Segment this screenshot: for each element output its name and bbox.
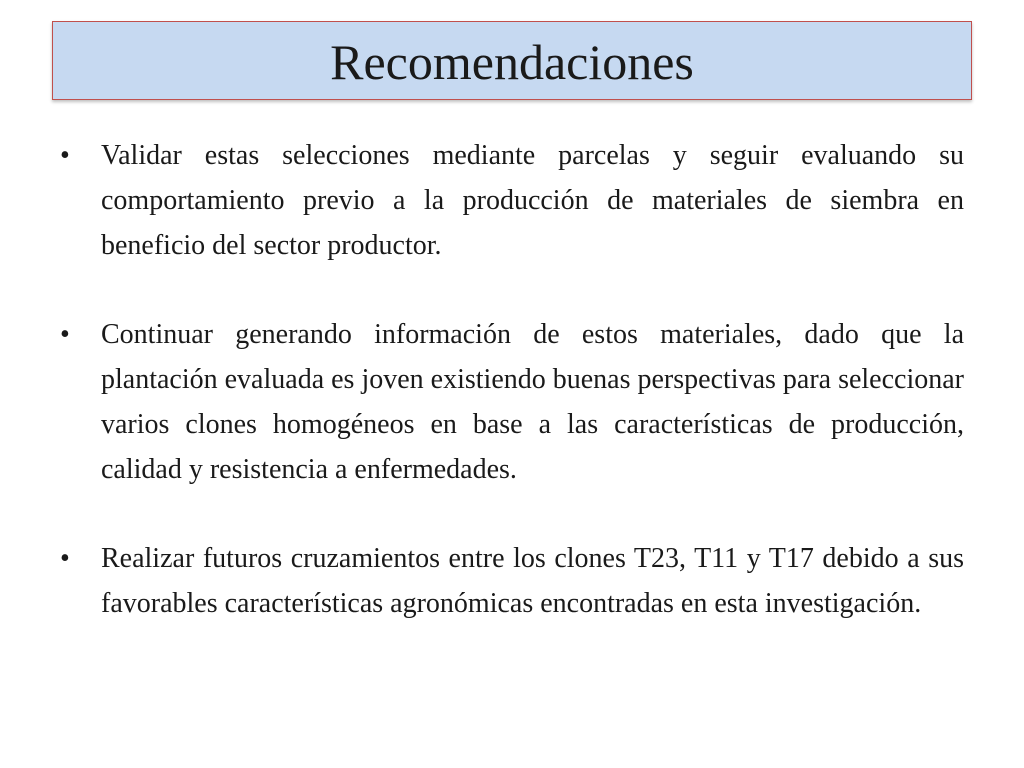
bullet-icon: • <box>60 140 70 171</box>
bullet-list <box>60 133 964 626</box>
bullet-icon: • <box>60 543 70 574</box>
title-banner <box>52 21 972 100</box>
bullet-text-2: Continuar generando información de estos materiales, dado que la plantación evaluada es joven existiendo buenas perspectivas para seleccionar varios clones homogéneos en base a las características de producción, calidad y resistencia a enfermedades. <box>101 319 964 485</box>
bullet-text-1: Validar estas selecciones mediante parcelas y seguir evaluando su comportamiento previo a la producción de materiales de siembra en beneficio del sector productor. <box>101 140 964 261</box>
bullet-item-1 <box>60 133 964 268</box>
bullet-text-3: Realizar futuros cruzamientos entre los clones T23, T11 y T17 debido a sus favorables características agronómicas encontradas en esta investigación. <box>101 543 964 619</box>
bullet-icon: • <box>60 319 70 350</box>
slide-title: Recomendaciones <box>330 33 694 90</box>
bullet-item-2 <box>60 312 964 492</box>
bullet-item-3 <box>60 536 964 626</box>
